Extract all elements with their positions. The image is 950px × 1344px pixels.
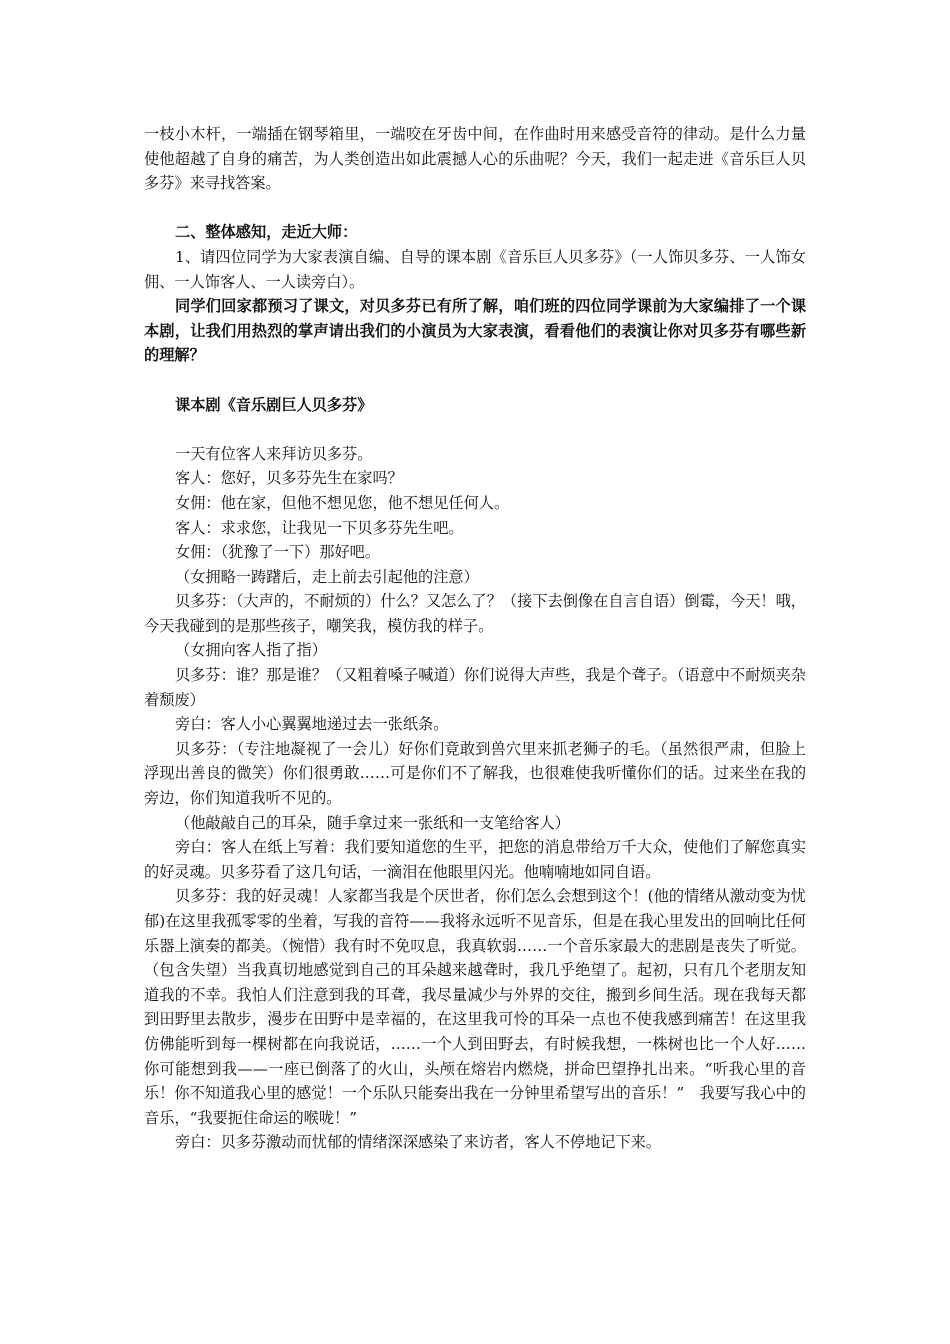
teacher-introduction: 同学们回家都预习了课文，对贝多芬已有所了解，咱们班的四位同学课前为大家编排了一个课本剧，让我们用热烈的掌声请出我们的小演员为大家表演，看看他们的表演让你对贝多芬有哪些新的理解？ [144, 297, 806, 365]
script-line: 女佣：他在家，但他不想见您，他不想见任何人。 [175, 493, 510, 512]
section-heading: 二、整体感知，走近大师： [175, 223, 358, 242]
script-line: 旁白：贝多芬激动而忧郁的情绪深深感染了来访者，客人不停地记下来。 [175, 1133, 661, 1152]
document-body [144, 122, 806, 1155]
stage-direction: （女拥略一踌躇后，走上前去引起他的注意） [175, 567, 479, 586]
intro-paragraph: 一枝小木杆，一端插在钢琴箱里，一端咬在牙齿中间，在作曲时用来感受音符的律动。是什么力量使他超越了自身的痛苦，为人类创造出如此震撼人心的乐曲呢？今天，我们一起走进《音乐巨人贝多芬》来寻找答案。 [144, 125, 806, 193]
script-line: 旁白：客人在纸上写着：我们要知道您的生平，把您的消息带给万千大众，使他们了解您真实的好灵魂。贝多芬看了这几句话，一滴泪在他眼里闪光。他喃喃地如同自语。 [144, 838, 806, 881]
spacer [144, 368, 806, 393]
script-line: 客人：求求您，让我见一下贝多芬先生吧。 [175, 518, 464, 537]
script-line: 贝多芬：（大声的，不耐烦的）什么？又怎么了？（接下去倒像在自言自语）倒霉，今天！哦，今天我碰到的是那些孩子，嘲笑我，模仿我的样子。 [144, 592, 806, 635]
script-line: 女佣：（犹豫了一下）那好吧。 [175, 543, 381, 562]
activity-item-1: 1、请四位同学为大家表演自编、自导的课本剧《音乐巨人贝多芬》（一人饰贝多芬、一人饰女佣、一人饰客人、一人读旁白）。 [144, 247, 806, 291]
script-line: 贝多芬：我的好灵魂！人家都当我是个厌世者，你们怎么会想到这个！(他的情绪从激动变为忧郁)在这里我孤零零的坐着，写我的音符——我将永远听不见音乐，但是在我心里发出的回响比任何乐器上演奏的都美。（惋惜）我有时不免叹息，我真软弱……一个音乐家最大的悲剧是丧失了听觉。（包含失望）当我真切地感觉到自己的耳朵越来越聋时，我几乎绝望了。起初，只有几个老朋友知道我的不幸。我怕人们注意到我的耳聋，我尽量减少与外界的交往，搬到乡间生活。现在我每天都到田野里去散步，漫步在田野中是幸福的，在这里我可怜的耳朵一点也不使我感到痛苦！在这里我仿佛能听到每一棵树都在向我说话，……一个人到田野去，有时候我想，一株树也比一个人好……你可能想到我——一座已倒落了的火山，头颅在熔岩内燃烧，拼命巴望挣扎出来。“听我心里的音乐！你不知道我心里的感觉！一个乐队只能奏出我在一分钟里希望写出的音乐！” 我要写我心中的音乐，“我要扼住命运的喉咙！” [144, 887, 806, 1127]
script-line: 一天有位客人来拜访贝多芬。 [175, 444, 373, 463]
script-line: 旁白：客人小心翼翼地递过去一张纸条。 [175, 715, 449, 734]
stage-direction: （他敲敲自己的耳朵，随手拿过来一张纸和一支笔给客人） [175, 813, 570, 832]
script-line: 贝多芬：（专注地凝视了一会儿）好你们竟敢到兽穴里来抓老狮子的毛。（虽然很严肃，但脸上浮现出善良的微笑）你们很勇敢……可是你们不了解我，也很难使我听懂你们的话。过来坐在我的旁边，你们知道我听不见的。 [144, 739, 806, 808]
spacer [144, 417, 806, 442]
stage-direction: （女拥向客人指了指） [175, 641, 327, 660]
play-title: 课本剧《音乐剧巨人贝多芬》 [175, 395, 373, 414]
script-line: 客人：您好，贝多芬先生在家吗？ [175, 469, 403, 488]
script-line: 贝多芬：谁？那是谁？（又粗着嗓子喊道）你们说得大声些，我是个聋子。（语意中不耐烦夹杂着颓废） [144, 666, 806, 709]
spacer [144, 196, 806, 221]
